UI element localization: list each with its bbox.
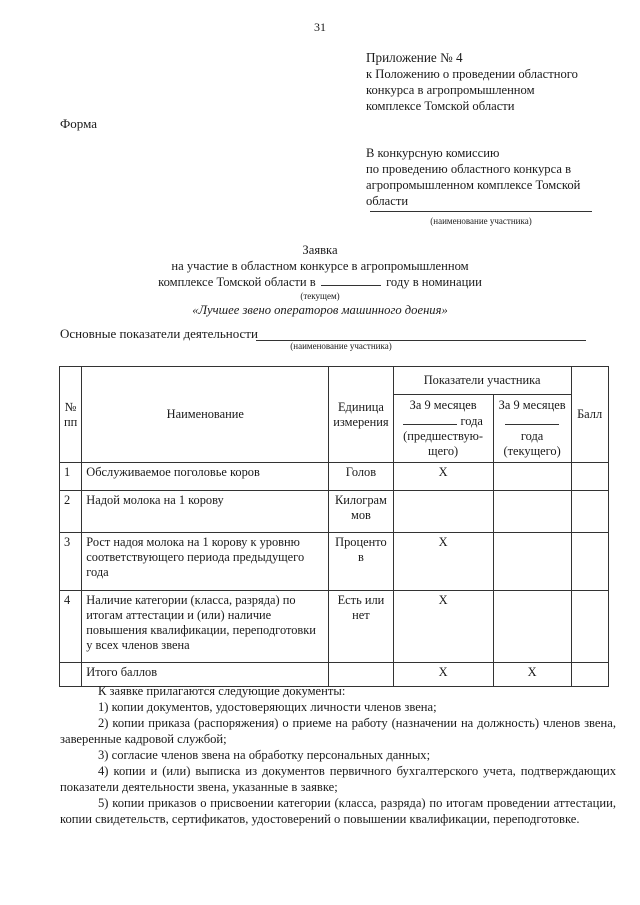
cell-unit: Килограммов <box>329 491 393 533</box>
indicators-label: Основные показатели деятельности <box>60 326 258 341</box>
cell-prev[interactable]: Х <box>393 591 493 663</box>
header-score: Балл <box>571 367 608 463</box>
header-cur-period <box>493 395 571 463</box>
commission-line: по проведению областного конкурса в <box>366 162 572 176</box>
appendix-line: к Положению о проведении областного <box>366 67 578 81</box>
cell-unit: Голов <box>329 463 393 491</box>
header-prev-c: (предшествую-щего) <box>403 429 484 458</box>
indicators-caption: (наименование участника) <box>290 341 392 351</box>
prev-year-field[interactable] <box>403 413 457 425</box>
year-field[interactable] <box>321 274 381 286</box>
header-cur-year-line <box>498 413 567 429</box>
cell-unit: Есть или нет <box>329 591 393 663</box>
header-cur-a: За 9 месяцев <box>498 398 566 412</box>
cell-score[interactable] <box>571 463 608 491</box>
cell-score[interactable] <box>571 533 608 591</box>
nomination-name: «Лучшее звено операторов машинного доения» <box>192 303 448 317</box>
appendix-header <box>366 50 626 114</box>
cur-year-field[interactable] <box>505 413 559 425</box>
cell-prev[interactable]: Х <box>393 663 493 687</box>
page-number: 31 <box>314 20 326 34</box>
participant-name-field[interactable] <box>370 211 592 212</box>
current-year-caption: (текущем) <box>300 291 340 301</box>
cell-name: Итого баллов <box>82 663 329 687</box>
document-item: 5) копии приказов о присвоении категории (класса, разряда) по итогам проведении аттестации, копии свидетельств, сертификатов, удостоверений о повышении квалификации, переподготовке. <box>60 796 616 826</box>
cell-name: Надой молока на 1 корову <box>82 491 329 533</box>
cell-unit: Процентов <box>329 533 393 591</box>
cell-prev[interactable]: Х <box>393 533 493 591</box>
application-line-post: году в номинации <box>386 275 482 289</box>
table-header-row <box>60 367 609 395</box>
cell-score[interactable] <box>571 491 608 533</box>
application-line-pre: комплексе Томской области в <box>158 275 316 289</box>
table-row <box>60 533 609 591</box>
header-unit: Единица измерения <box>329 367 393 463</box>
table-row <box>60 491 609 533</box>
commission-address <box>366 145 606 209</box>
cell-cur[interactable] <box>493 591 571 663</box>
cell-cur[interactable] <box>493 533 571 591</box>
participant-name-caption: (наименование участника) <box>430 216 532 226</box>
cell-cur[interactable] <box>493 491 571 533</box>
indicators-table <box>59 366 609 687</box>
cell-name: Обслуживаемое поголовье коров <box>82 463 329 491</box>
documents-intro: К заявке прилагаются следующие документы: <box>98 684 346 698</box>
header-cur-b: года <box>520 429 544 443</box>
header-prev-year <box>398 413 489 429</box>
application-line-year <box>110 274 530 290</box>
document-item: 2) копии приказа (распоряжения) о приеме на работу (назначении на должность) членов звена, заверенные кадровой службой; <box>60 716 616 746</box>
cell-num: 3 <box>60 533 82 591</box>
cell-cur[interactable] <box>493 463 571 491</box>
header-prev-period <box>393 395 493 463</box>
form-label: Форма <box>60 116 97 131</box>
application-line: на участие в областном конкурсе в агропромышленном <box>171 259 469 273</box>
cell-score[interactable] <box>571 591 608 663</box>
header-name: Наименование <box>82 367 329 463</box>
commission-line: области <box>366 194 409 208</box>
commission-line: агропромышленном комплексе Томской <box>366 178 581 192</box>
cell-num: 4 <box>60 591 82 663</box>
header-participant-indicators: Показатели участника <box>393 367 571 395</box>
cell-name: Наличие категории (класса, разряда) по итогам аттестации и (или) наличие повышения квалификации, переподготовки у всех членов звена <box>82 591 329 663</box>
header-prev-b: года <box>460 414 483 428</box>
cell-name: Рост надоя молока на 1 корову к уровню соответствующего периода предыдущего года <box>82 533 329 591</box>
document-item: 1) копии документов, удостоверяющих личности членов звена; <box>98 700 437 714</box>
cell-num: 1 <box>60 463 82 491</box>
appendix-title: Приложение № 4 <box>366 50 463 65</box>
cell-prev[interactable] <box>393 491 493 533</box>
header-cur-c: (текущего) <box>503 444 561 458</box>
document-item: 4) копии и (или) выписка из документов первичного бухгалтерского учета, подтверждающих показатели деятельности звена, указанные в заявке; <box>60 764 616 794</box>
cell-prev[interactable]: Х <box>393 463 493 491</box>
header-prev-a: За 9 месяцев <box>409 398 477 412</box>
cell-num: 2 <box>60 491 82 533</box>
application-title: Заявка <box>302 243 338 257</box>
document-item: 3) согласие членов звена на обработку персональных данных; <box>98 748 431 762</box>
cell-cur[interactable]: Х <box>493 663 571 687</box>
appendix-line: комплексе Томской области <box>366 99 515 113</box>
appendix-line: конкурса в агропромышленном <box>366 83 535 97</box>
table-row <box>60 463 609 491</box>
table-row <box>60 591 609 663</box>
attached-documents <box>60 683 616 827</box>
commission-line: В конкурсную комиссию <box>366 146 500 160</box>
header-num: № пп <box>60 367 82 463</box>
application-title-block <box>110 242 530 318</box>
